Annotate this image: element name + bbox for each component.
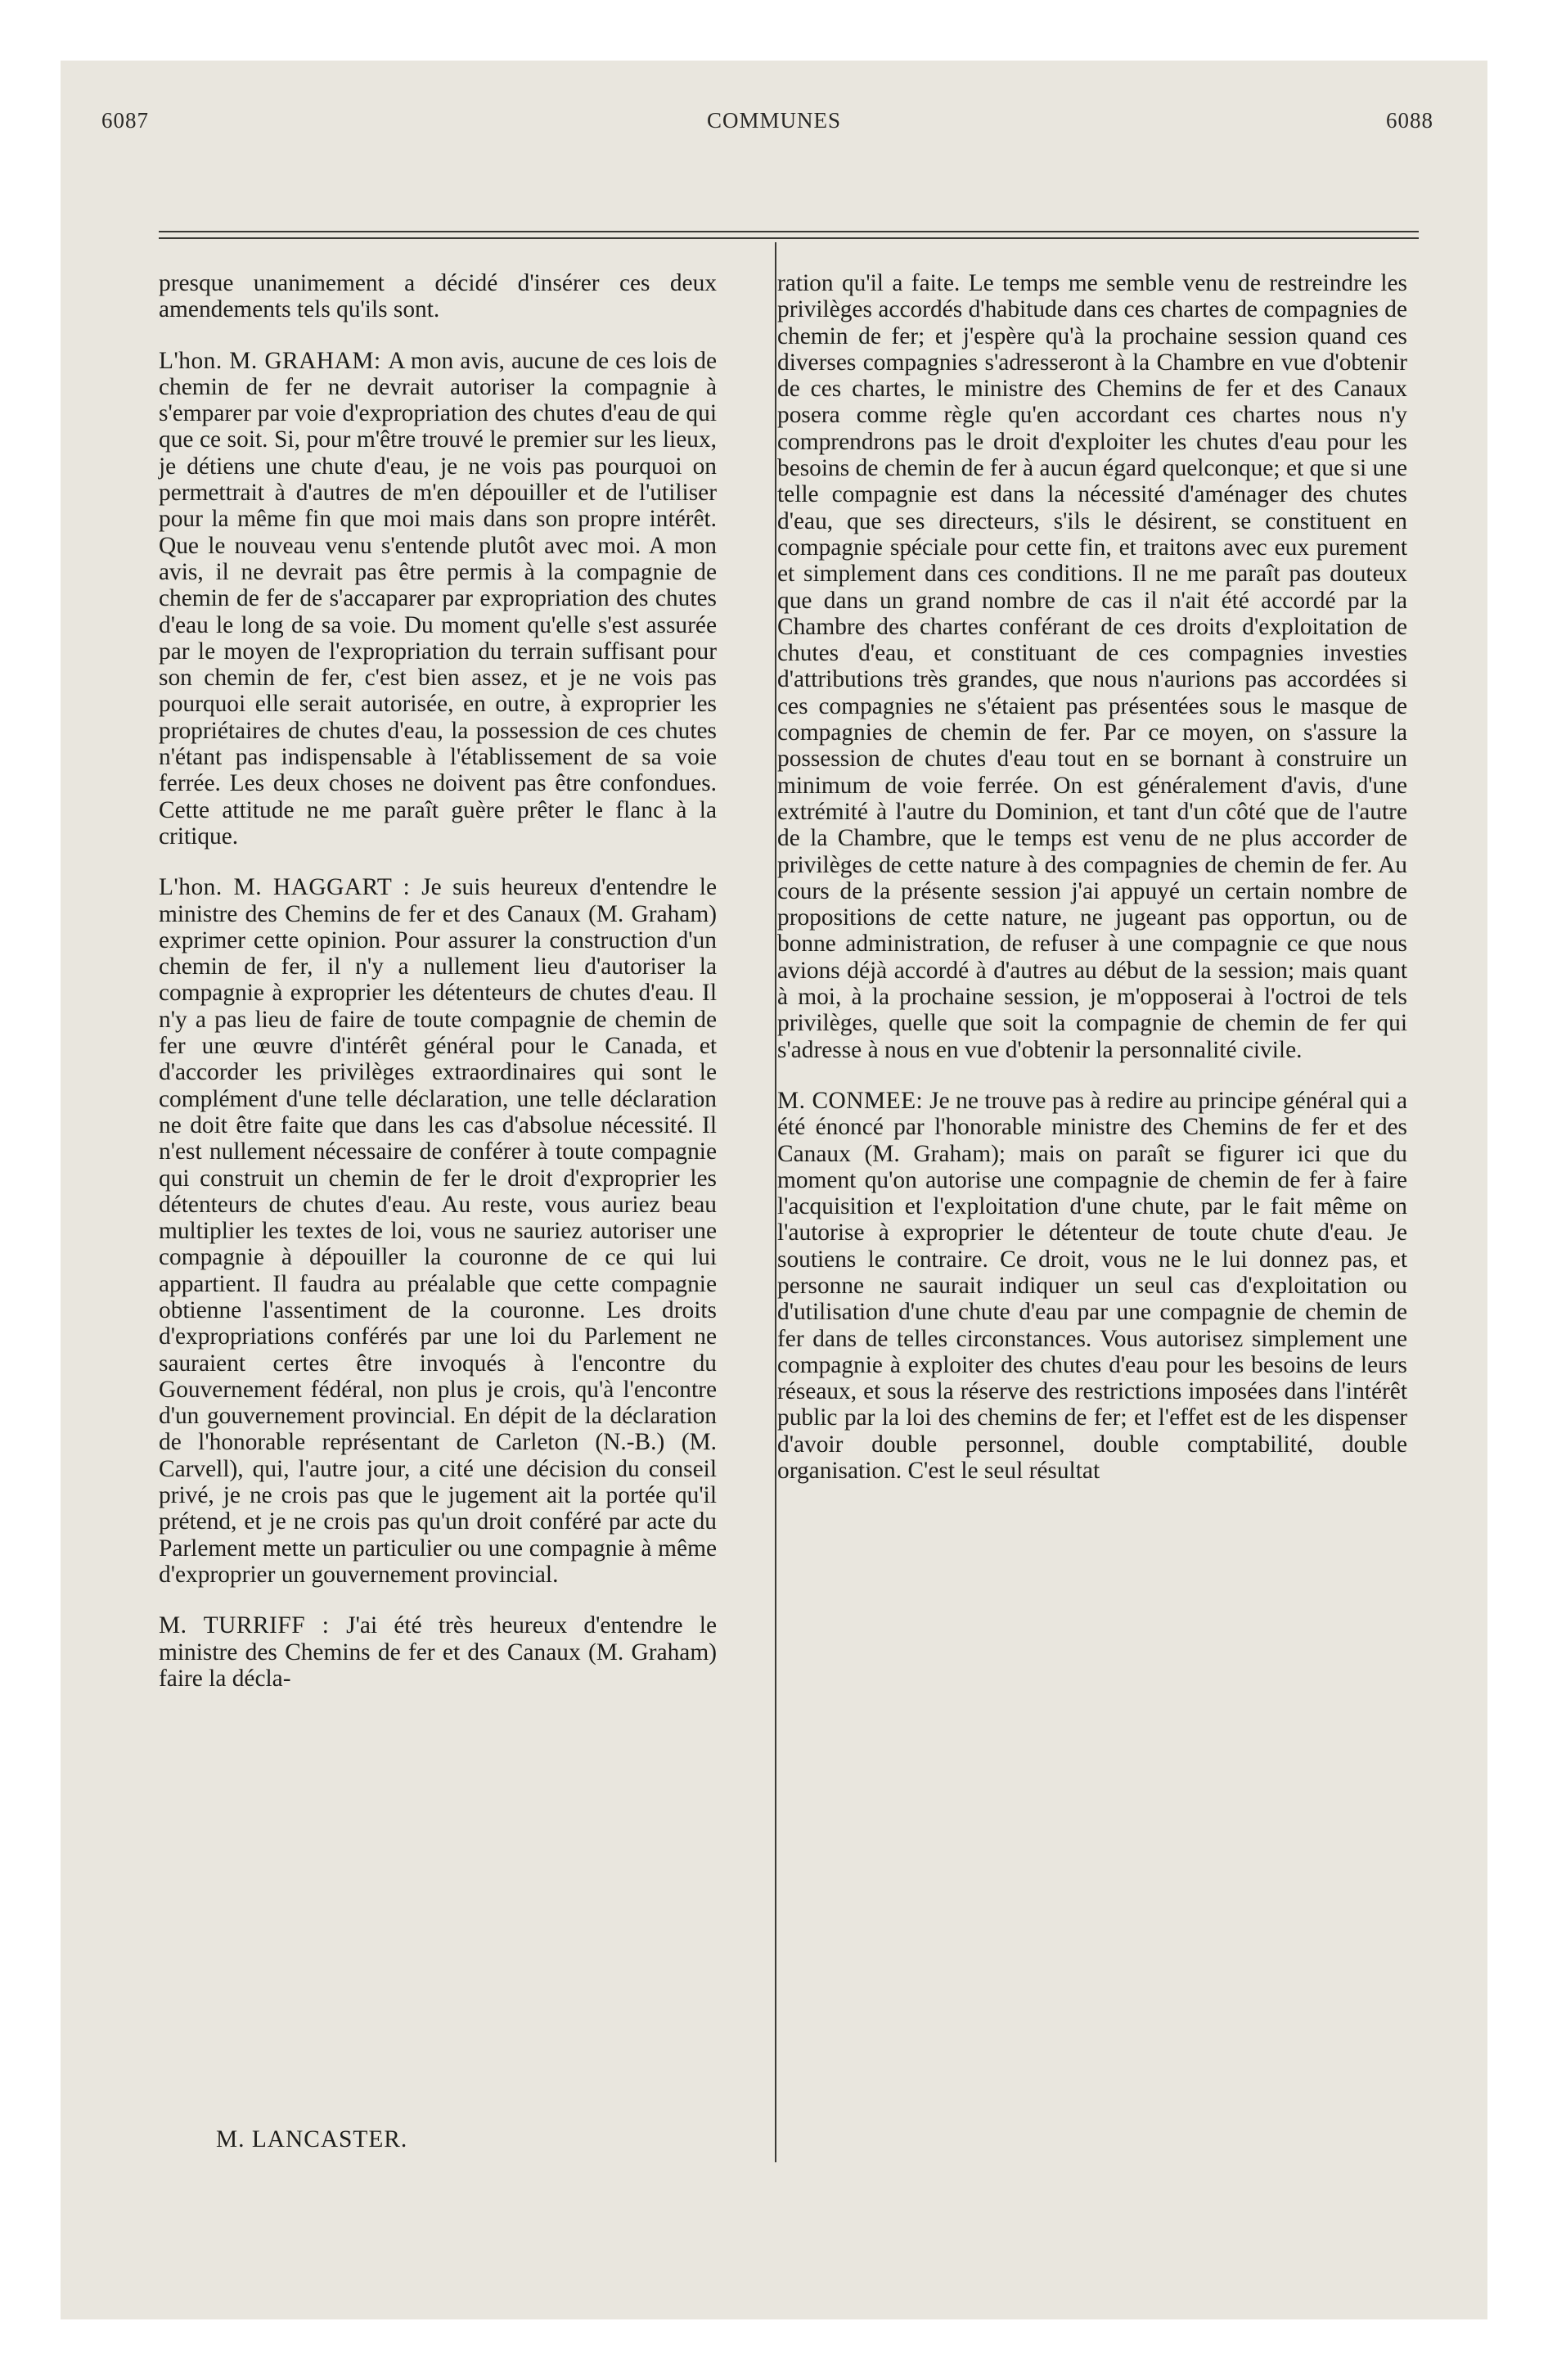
header-rule-bottom: [159, 237, 1419, 239]
paragraph-text: Je ne trouve pas à redire au principe général qui a été énoncé par l'honorable ministre des Chemins de fer et des Canaux (M. Graham); mais on paraît se figurer ici que du moment qu'on autorise une compagnie de chemin de fer à faire l'acquisition et l'exploitation d'une chute, par le fait même on l'autorise à exproprier le détenteur de toute chute d'eau. Je soutiens le contraire. Ce droit, vous ne le lui donnez pas, et personne ne saurait indiquer un seul cas d'exploitation ou d'utilisation d'une chute d'eau par une compagnie de chemin de fer dans de telles circonstances. Vous autorisez simplement une compagnie à exploiter des chutes d'eau pour les besoins de leurs réseaux, et sous la réserve des restrictions imposées dans l'intérêt public par la loi des chemins de fer; et l'effet est de les dispenser d'avoir double personnel, double comptabilité, double organisation. C'est le seul résultat: [777, 1087, 1407, 1485]
paragraph-text: Je suis heureux d'entendre le ministre des Chemins de fer et des Canaux (M. Graham) exprimer cette opinion. Pour assurer la construction d'un chemin de fer, il n'y a nullement lieu d'autoriser la compagnie à exproprier les détenteurs de chutes d'eau. Il n'y a pas lieu de faire de toute compagnie de chemin de fer une œuvre d'intérêt général pour le Canada, et d'accorder les privilèges extraordinaires qui sont le complément d'une telle déclaration, une telle déclaration ne doit être faite que dans les cas d'absolue nécessité. Il n'est nullement nécessaire de conférer à toute compagnie qui construit un chemin de fer le droit d'exproprier les détenteurs de chutes d'eau. Au reste, vous auriez beau multiplier les textes de loi, vous ne sauriez autoriser une compagnie à dépouiller la couronne de ce qui lui appartient. Il faudra au préalable que cette compagnie obtienne l'assentiment de la couronne. Les droits d'expropriations conférés par une loi du Parlement ne sauraient certes être invoqués à l'encontre du Gouvernement fédéral, non plus je crois, qu'à l'encontre d'un gouvernement provincial. En dépit de la déclaration de l'honorable représentant de Carleton (N.-B.) (M. Carvell), qui, l'autre jour, a cité une décision du conseil privé, je ne crois pas que le jugement ait la portée qu'il prétend, et je ne crois pas qu'un droit conféré par acte du Parlement mette un particulier ou une compagnie à même d'exproprier un gouvernement provincial.: [159, 874, 717, 1588]
paragraph: [159, 1612, 717, 1692]
speaker-name: M. TURRIFF :: [159, 1612, 347, 1639]
paragraph: [777, 270, 1407, 1063]
paragraph-text: A mon avis, aucune de ces lois de chemin de fer ne devrait autoriser la compagnie à s'emparer par voie d'expropriation des chutes d'eau de qui que ce soit. Si, pour m'être trouvé le premier sur les lieux, je détiens une chute d'eau, je ne vois pas pourquoi on permettrait à d'autres de m'en dépouiller et de l'utiliser pour la même fin que moi mais dans son propre intérêt. Que le nouveau venu s'entende plutôt avec moi. A mon avis, il ne devrait pas être permis à la compagnie de chemin de fer de s'accaparer par expropriation des chutes d'eau le long de sa voie. Du moment qu'elle s'est assurée par le moyen de l'expropriation du terrain suffisant pour son chemin de fer, c'est bien assez, et je ne vois pas pourquoi elle serait autorisée, en outre, à exproprier les propriétaires de chutes d'eau, la possession de ces chutes n'étant pas indispensable à l'établissement de sa voie ferrée. Les deux choses ne doivent pas être confondues. Cette attitude ne me paraît guère prêter le flanc à la critique.: [159, 347, 717, 850]
paragraph: [159, 874, 717, 1588]
page-number-left: 6087: [101, 108, 149, 133]
page-title: COMMUNES: [706, 108, 842, 133]
column-divider: [775, 242, 776, 2162]
left-column: [159, 270, 717, 1716]
right-column: [777, 270, 1407, 1508]
paragraph: [777, 1088, 1407, 1484]
paragraph-text: presque unanimement a décidé d'insérer ces deux amendements tels qu'ils sont.: [159, 270, 717, 323]
footer-speaker: M. LANCASTER.: [216, 2126, 408, 2152]
header-rule-top: [159, 231, 1419, 232]
page-number-right: 6088: [1386, 108, 1433, 133]
speaker-name: M. CONMEE:: [777, 1087, 930, 1114]
paragraph: [159, 348, 717, 850]
paragraph: [159, 270, 717, 323]
speaker-name: L'hon. M. HAGGART :: [159, 874, 422, 901]
speaker-name: L'hon. M. GRAHAM:: [159, 347, 389, 374]
paragraph-text: J'ai été très heureux d'entendre le ministre des Chemins de fer et des Canaux (M. Graham) faire la décla-: [159, 1612, 717, 1692]
paragraph-text: ration qu'il a faite. Le temps me semble venu de restreindre les privilèges accordés d'habitude dans ces chartes de compagnies de chemin de fer; et j'espère qu'à la prochaine session quand ces diverses compagnies s'adresseront à la Chambre en vue d'obtenir de ces chartes, le ministre des Chemins de fer et des Canaux posera comme règle qu'en accordant ces chartes nous n'y comprendrons pas le droit d'exploiter les chutes d'eau pour les besoins de chemin de fer à aucun égard quelconque; et que si une telle compagnie est dans la nécessité d'aménager des chutes d'eau, que ses directeurs, s'ils le désirent, se constituent en compagnie spéciale pour cette fin, et traitons avec eux purement et simplement dans ces conditions. Il ne me paraît pas douteux que dans un grand nombre de cas il n'ait été accordé par la Chambre des chartes conférant de ces droits d'exploitation de chutes d'eau, et constituant de ces compagnies investies d'attributions très grandes, que nous n'aurions pas accordées si ces compagnies ne s'étaient pas présentées sous le masque de compagnies de chemin de fer. Par ce moyen, on s'assure la possession de chutes d'eau tout en se bornant à construire un minimum de voie ferrée. On est généralement d'avis, d'une extrémité à l'autre du Dominion, et tant d'un côté que de l'autre de la Chambre, que le temps est venu de ne plus accorder de privilèges de cette nature à des compagnies de chemin de fer. Au cours de la présente session j'ai appuyé un certain nombre de propositions de cette nature, ne jugeant pas opportun, ou de bonne administration, de refuser à une compagnie ce que nous avions déjà accordé à d'autres au début de la session; mais quant à moi, à la prochaine session, je m'opposerai à l'octroi de tels privilèges, quelle que soit la compagnie de chemin de fer qui s'adresse à nous en vue d'obtenir la personnalité civile.: [777, 270, 1407, 1063]
